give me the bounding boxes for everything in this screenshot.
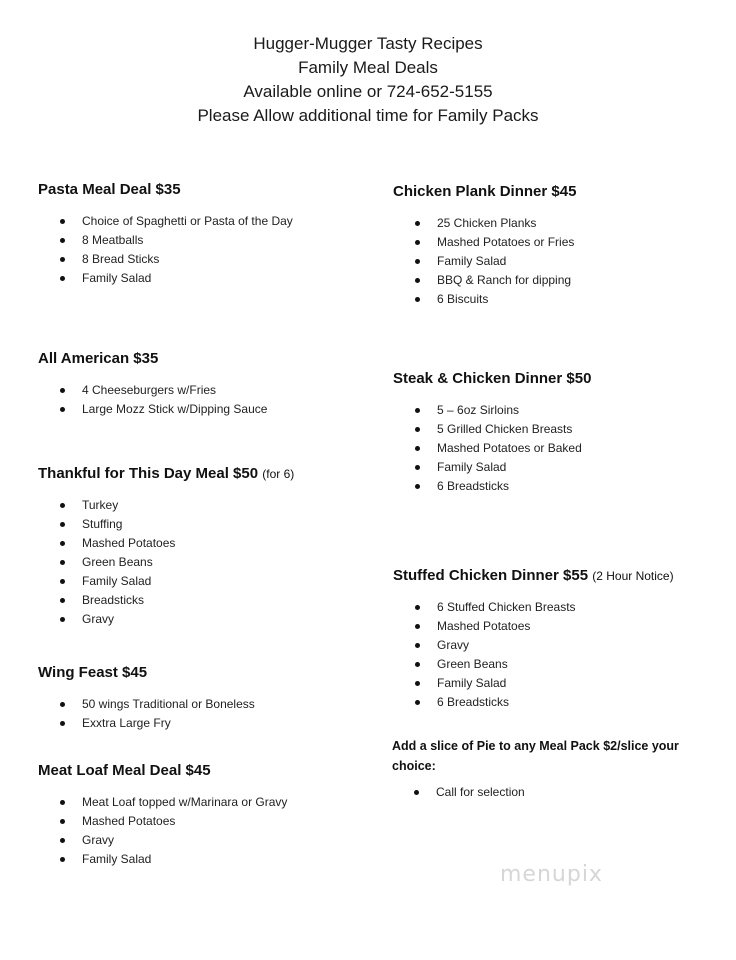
list-item: Family Salad	[393, 252, 576, 271]
section-title: Meat Loaf Meal Deal $45	[38, 762, 211, 779]
list-item: Green Beans	[393, 655, 674, 674]
section-title: Chicken Plank Dinner $45	[393, 183, 577, 200]
list-item: 6 Breadsticks	[393, 693, 674, 712]
list-item: Mashed Potatoes	[38, 534, 294, 553]
list-item: 8 Bread Sticks	[38, 250, 293, 269]
section-thankful	[38, 464, 294, 629]
list-item: Mashed Potatoes	[393, 617, 674, 636]
section-pasta	[38, 180, 293, 288]
item-list	[393, 598, 674, 712]
section-title: Wing Feast $45	[38, 664, 148, 681]
section-chicken-plank	[393, 182, 576, 309]
section-note: (2 Hour Notice)	[592, 569, 674, 583]
section-note: (for 6)	[262, 467, 295, 481]
list-item: Gravy	[393, 636, 674, 655]
restaurant-name: Hugger-Mugger Tasty Recipes	[253, 34, 483, 53]
section-meat-loaf	[38, 761, 287, 869]
list-item: 4 Cheeseburgers w/Fries	[38, 381, 267, 400]
list-item: 5 – 6oz Sirloins	[393, 401, 591, 420]
item-list	[38, 496, 294, 629]
list-item: Large Mozz Stick w/Dipping Sauce	[38, 400, 267, 419]
list-item: BBQ & Ranch for dipping	[393, 271, 576, 290]
list-item: Meat Loaf topped w/Marinara or Gravy	[38, 793, 287, 812]
section-title	[38, 464, 294, 484]
addon-item-list	[392, 783, 525, 802]
section-stuffed-chicken	[393, 566, 674, 712]
list-item: Family Salad	[38, 269, 293, 288]
list-item: 8 Meatballs	[38, 231, 293, 250]
pie-addon-note: Add a slice of Pie to any Meal Pack $2/slice your choice:	[392, 739, 679, 773]
item-list	[393, 214, 576, 309]
section-title: Pasta Meal Deal $35	[38, 181, 181, 198]
list-item: Exxtra Large Fry	[38, 714, 255, 733]
list-item: 6 Stuffed Chicken Breasts	[393, 598, 674, 617]
section-title: All American $35	[38, 350, 159, 367]
item-list	[38, 381, 267, 419]
item-list	[393, 401, 591, 496]
section-title-text: Thankful for This Day Meal $50	[38, 465, 259, 482]
section-all-american	[38, 349, 267, 419]
item-list	[38, 793, 287, 869]
section-title	[393, 566, 674, 586]
item-list	[38, 695, 255, 733]
list-item: 25 Chicken Planks	[393, 214, 576, 233]
list-item: Gravy	[38, 610, 294, 629]
section-title: Steak & Chicken Dinner $50	[393, 370, 592, 387]
list-item: Family Salad	[393, 674, 674, 693]
list-item: Mashed Potatoes	[38, 812, 287, 831]
list-item: Breadsticks	[38, 591, 294, 610]
list-item: Mashed Potatoes or Fries	[393, 233, 576, 252]
list-item: Green Beans	[38, 553, 294, 572]
list-item: Family Salad	[393, 458, 591, 477]
list-item: Stuffing	[38, 515, 294, 534]
menu-subtitle: Family Meal Deals	[298, 58, 438, 77]
list-item: Gravy	[38, 831, 287, 850]
section-title-text: Stuffed Chicken Dinner $55	[393, 567, 589, 584]
list-item: 5 Grilled Chicken Breasts	[393, 420, 591, 439]
list-item: 50 wings Traditional or Boneless	[38, 695, 255, 714]
list-item: Call for selection	[392, 783, 525, 802]
list-item: Family Salad	[38, 850, 287, 869]
list-item: 6 Biscuits	[393, 290, 576, 309]
section-steak-chicken	[393, 369, 591, 496]
list-item: Choice of Spaghetti or Pasta of the Day	[38, 212, 293, 231]
section-wing-feast	[38, 663, 255, 733]
contact-line: Available online or 724-652-5155	[243, 82, 493, 101]
menu-header	[0, 32, 736, 128]
menupix-watermark: menupix	[500, 862, 603, 887]
list-item: 6 Breadsticks	[393, 477, 591, 496]
list-item: Mashed Potatoes or Baked	[393, 439, 591, 458]
list-item: Family Salad	[38, 572, 294, 591]
list-item: Turkey	[38, 496, 294, 515]
item-list	[38, 212, 293, 288]
notice-line: Please Allow additional time for Family Packs	[197, 106, 539, 125]
